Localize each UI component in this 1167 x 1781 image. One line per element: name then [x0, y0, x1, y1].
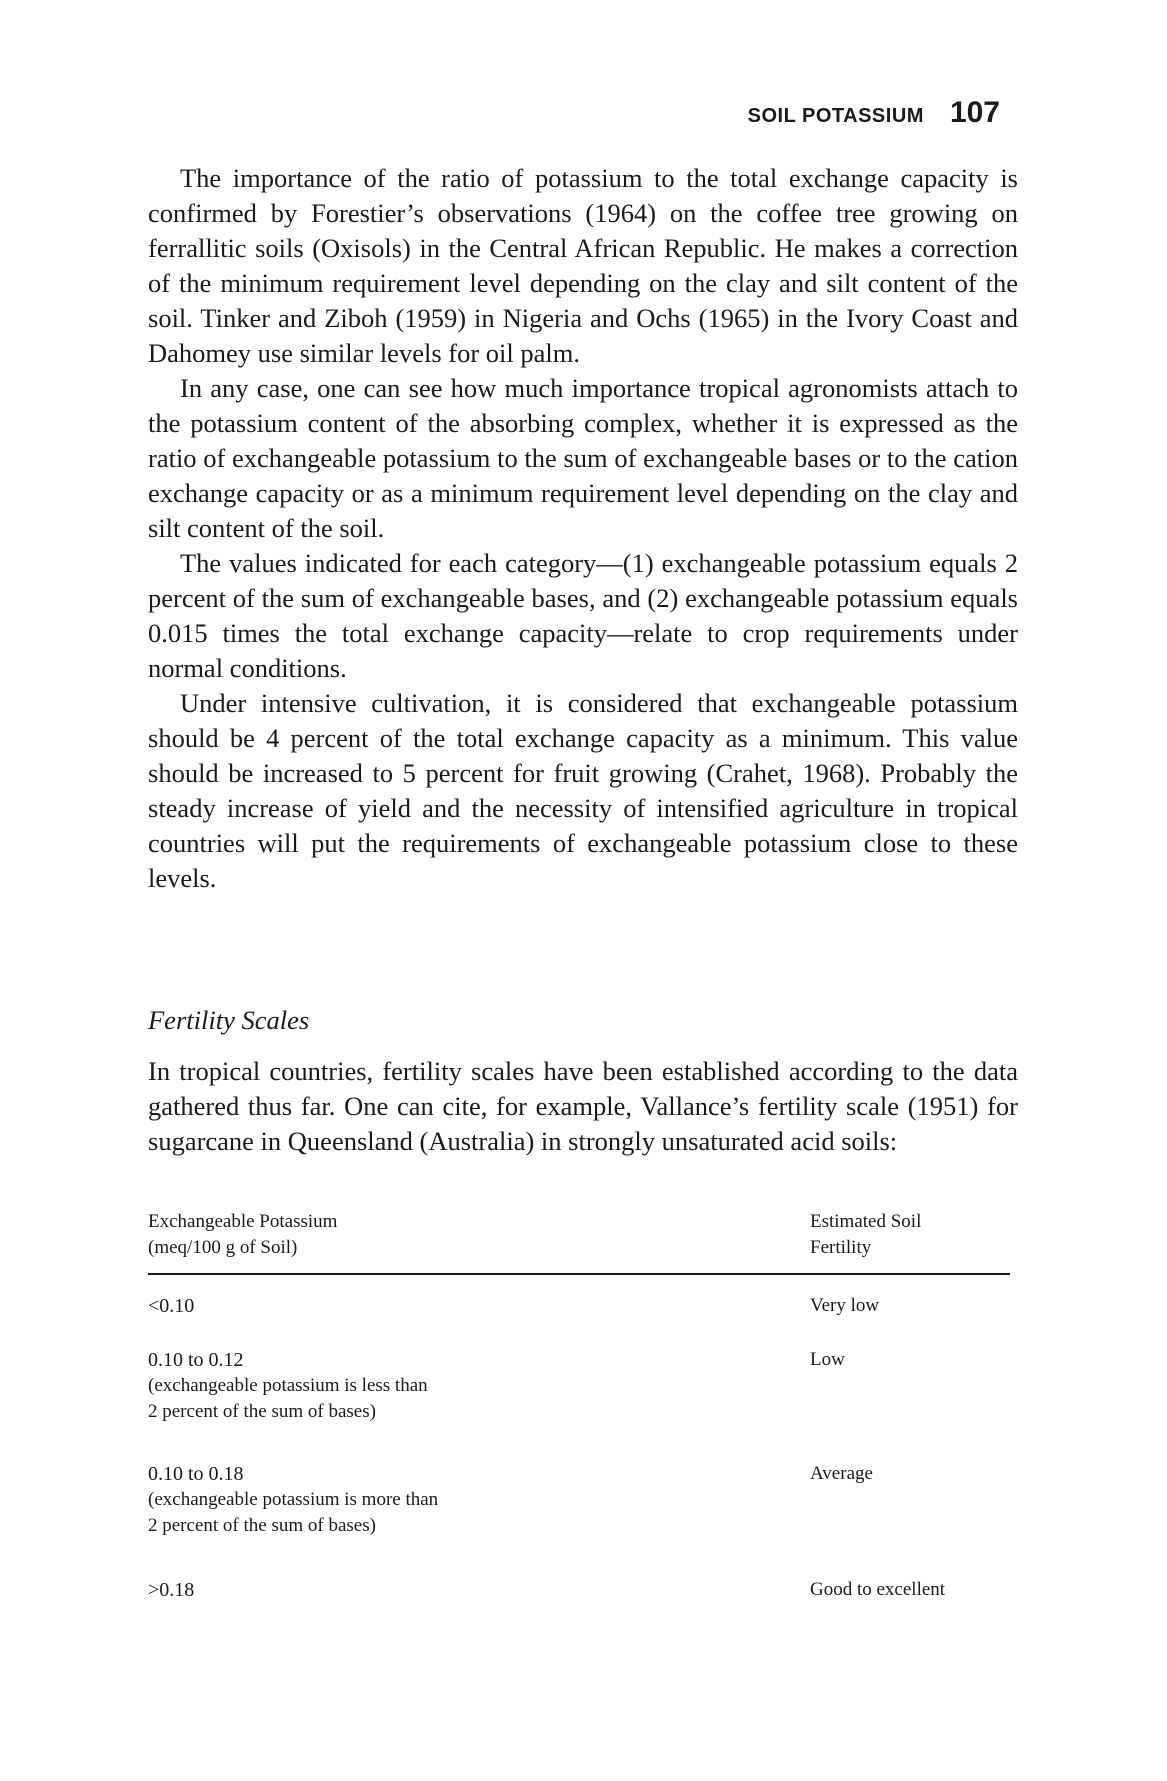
- paragraph: The values indicated for each category—(1) exchangeable potassium equals 2 percent of the sum of exchangeable bases, and (2) exchangeable potassium equals 0.015 times the total exchange capacity—relate to crop requirements under normal conditions.: [148, 548, 1018, 683]
- paragraph: The importance of the ratio of potassium to the total exchange capacity is confirmed by Forestier’s observations (1964) on the coffee tree growing on ferrallitic soils (Oxisols) in the Central African Republic. He makes a correction of the minimum requirement level depending on the clay and silt content of the soil. Tinker and Ziboh (1959) in Nigeria and Ochs (1965) in the Ivory Coast and Dahomey use similar levels for oil palm.: [148, 163, 1018, 368]
- table-row: [148, 1347, 1010, 1425]
- row-note: (exchangeable potassium is less than: [148, 1375, 428, 1396]
- fertility-value: Very low: [810, 1295, 880, 1316]
- fertility-value: Average: [810, 1463, 873, 1484]
- header-potassium: [148, 1209, 648, 1261]
- main-text: [148, 161, 1018, 896]
- paragraph: Under intensive cultivation, it is considered that exchangeable potassium should be 4 percent of the total exchange capacity as a minimum. This value should be increased to 5 percent for fruit growing (Crahet, 1968). Probably the steady increase of yield and the necessity of intensified agriculture in tropical countries will put the requirements of exchangeable potassium close to these levels.: [148, 688, 1018, 893]
- potassium-value: <0.10: [148, 1295, 195, 1317]
- potassium-value: 0.10 to 0.18: [148, 1463, 244, 1485]
- fertility-value: Low: [810, 1349, 845, 1370]
- running-head-title: SOIL POTASSIUM: [747, 105, 924, 127]
- row-note: (exchangeable potassium is more than: [148, 1489, 439, 1510]
- header-text: Estimated Soil: [810, 1211, 922, 1232]
- section-text: [148, 1054, 1018, 1159]
- fertility-scale-table: [148, 1209, 1010, 1603]
- potassium-value: >0.18: [148, 1579, 195, 1601]
- header-fertility: [810, 1209, 1010, 1261]
- section-heading: Fertility Scales: [148, 1005, 310, 1035]
- potassium-value: 0.10 to 0.12: [148, 1349, 244, 1371]
- table-header: [148, 1209, 1010, 1275]
- header-text: Fertility: [810, 1237, 872, 1258]
- running-head: [733, 96, 1000, 132]
- header-text: Exchangeable Potassium: [148, 1211, 338, 1232]
- header-text: (meq/100 g of Soil): [148, 1237, 298, 1258]
- table-row: [148, 1461, 1010, 1539]
- table-row: [148, 1293, 1010, 1319]
- table-row: [148, 1577, 1010, 1603]
- paragraph: In any case, one can see how much importance tropical agronomists attach to the potassium content of the absorbing complex, whether it is expressed as the ratio of exchangeable potassium to the sum of exchangeable bases or to the cation exchange capacity or as a minimum requirement level depending on the clay and silt content of the soil.: [148, 373, 1018, 543]
- row-note: 2 percent of the sum of bases): [148, 1515, 376, 1536]
- fertility-value: Good to excellent: [810, 1579, 946, 1600]
- paragraph: In tropical countries, fertility scales have been established according to the data gathered thus far. One can cite, for example, Vallance’s fertility scale (1951) for sugarcane in Queensland (Australia) in strongly unsaturated acid soils:: [148, 1056, 1018, 1156]
- row-note: 2 percent of the sum of bases): [148, 1401, 376, 1422]
- page-number: 107: [949, 96, 1000, 129]
